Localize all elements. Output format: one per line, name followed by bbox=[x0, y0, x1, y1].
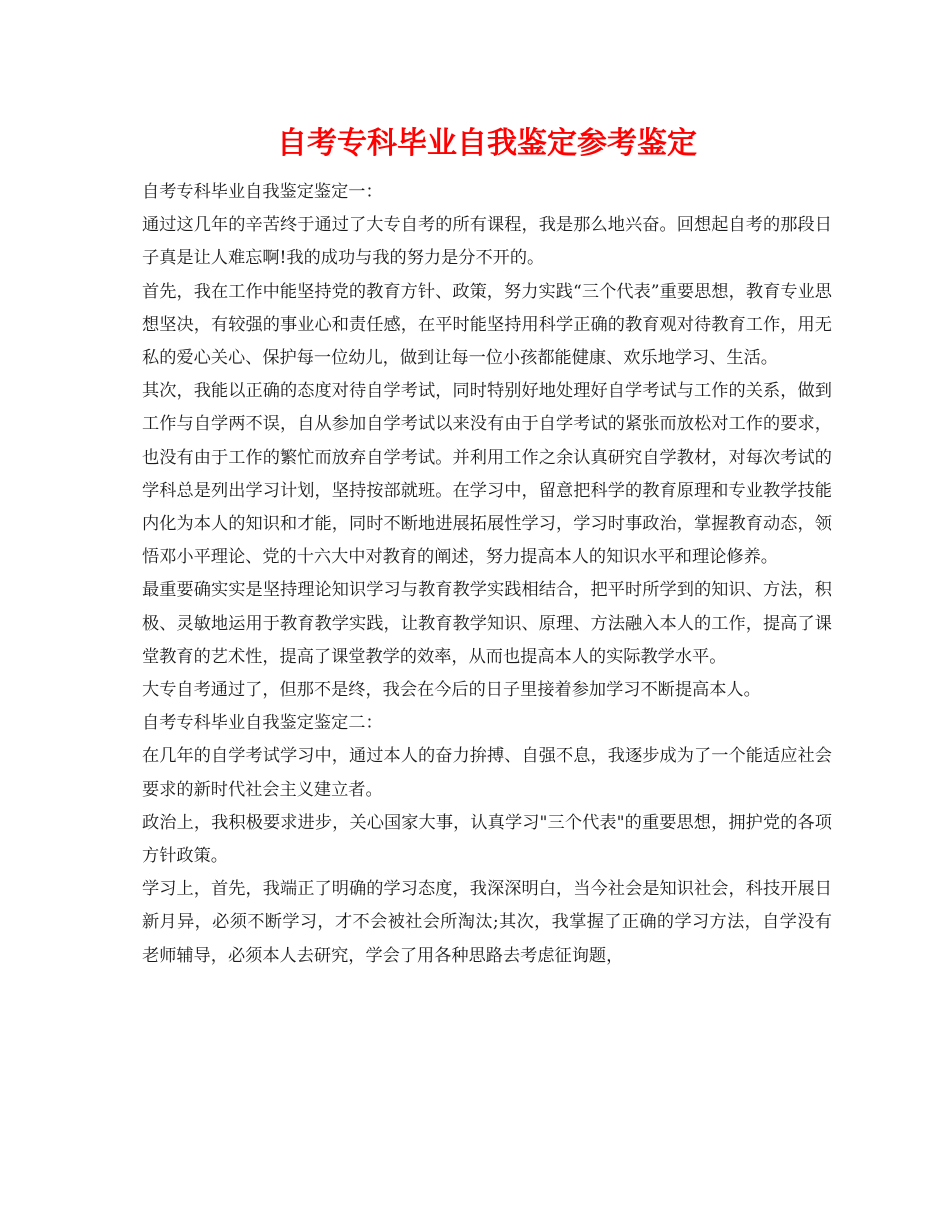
section-heading-two: 自考专科毕业自我鉴定鉴定二： bbox=[142, 713, 383, 734]
section-heading-one: 自考专科毕业自我鉴定鉴定一： bbox=[142, 182, 383, 202]
paragraph: 大专自考通过了，但那不是终，我会在今后的日子里接着参加学习不断提高本人。 bbox=[142, 680, 761, 701]
paragraph: 其次，我能以正确的态度对待自学考试，同时特别好地处理好自学考试与工作的关系，做到工作与自学两不误，自从参加自学考试以来没有由于自学考试的紧张而放松对工作的要求，也没有由于工作的繁忙而放弃自学考试。并利用工作之余认真研究自学教材，对每次考试的学科总是列出学习计划，坚持按部就班。在学习中，留意把科学的教育原理和专业教学技能内化为本人的知识和才能，同时不断地进展拓展性学习，学习时事政治，掌握教育动态，领悟邓小平理论、党的十六大中对教育的阐述，努力提高本人的知识水平和理论修养。 bbox=[142, 381, 832, 568]
paragraph: 最重要确实实是坚持理论知识学习与教育教学实践相结合，把平时所学到的知识、方法，积极、灵敏地运用于教育教学实践，让教育教学知识、原理、方法融入本人的工作，提高了课堂教育的艺术性，提高了课堂教学的效率，从而也提高本人的实际教学水平。 bbox=[142, 580, 832, 667]
document-body bbox=[142, 176, 832, 973]
document-title: 自考专科毕业自我鉴定参考鉴定 bbox=[277, 126, 697, 161]
document-page bbox=[142, 118, 832, 973]
paragraph: 首先，我在工作中能坚持党的教育方针、政策，努力实践“三个代表”重要思想，教育专业思想坚决，有较强的事业心和责任感，在平时能坚持用科学正确的教育观对待教育工作，用无私的爱心关心、保护每一位幼儿，做到让每一位小孩都能健康、欢乐地学习、生活。 bbox=[142, 281, 832, 369]
paragraph: 在几年的自学考试学习中，通过本人的奋力拚搏、自强不息，我逐步成为了一个能适应社会要求的新时代社会主义建立者。 bbox=[142, 746, 832, 800]
paragraph: 政治上，我积极要求进步，关心国家大事，认真学习"三个代表"的重要思想，拥护党的各项方针政策。 bbox=[142, 812, 832, 867]
paragraph: 通过这几年的辛苦终于通过了大专自考的所有课程，我是那么地兴奋。回想起自考的那段日子真是让人难忘啊!我的成功与我的努力是分不开的。 bbox=[142, 215, 832, 269]
paragraph: 学习上，首先，我端正了明确的学习态度，我深深明白，当今社会是知识社会，科技开展日新月异，必须不断学习，才不会被社会所淘汰;其次，我掌握了正确的学习方法，自学没有老师辅导，必须本人去研究，学会了用各种思路去考虑征询题， bbox=[142, 879, 832, 966]
